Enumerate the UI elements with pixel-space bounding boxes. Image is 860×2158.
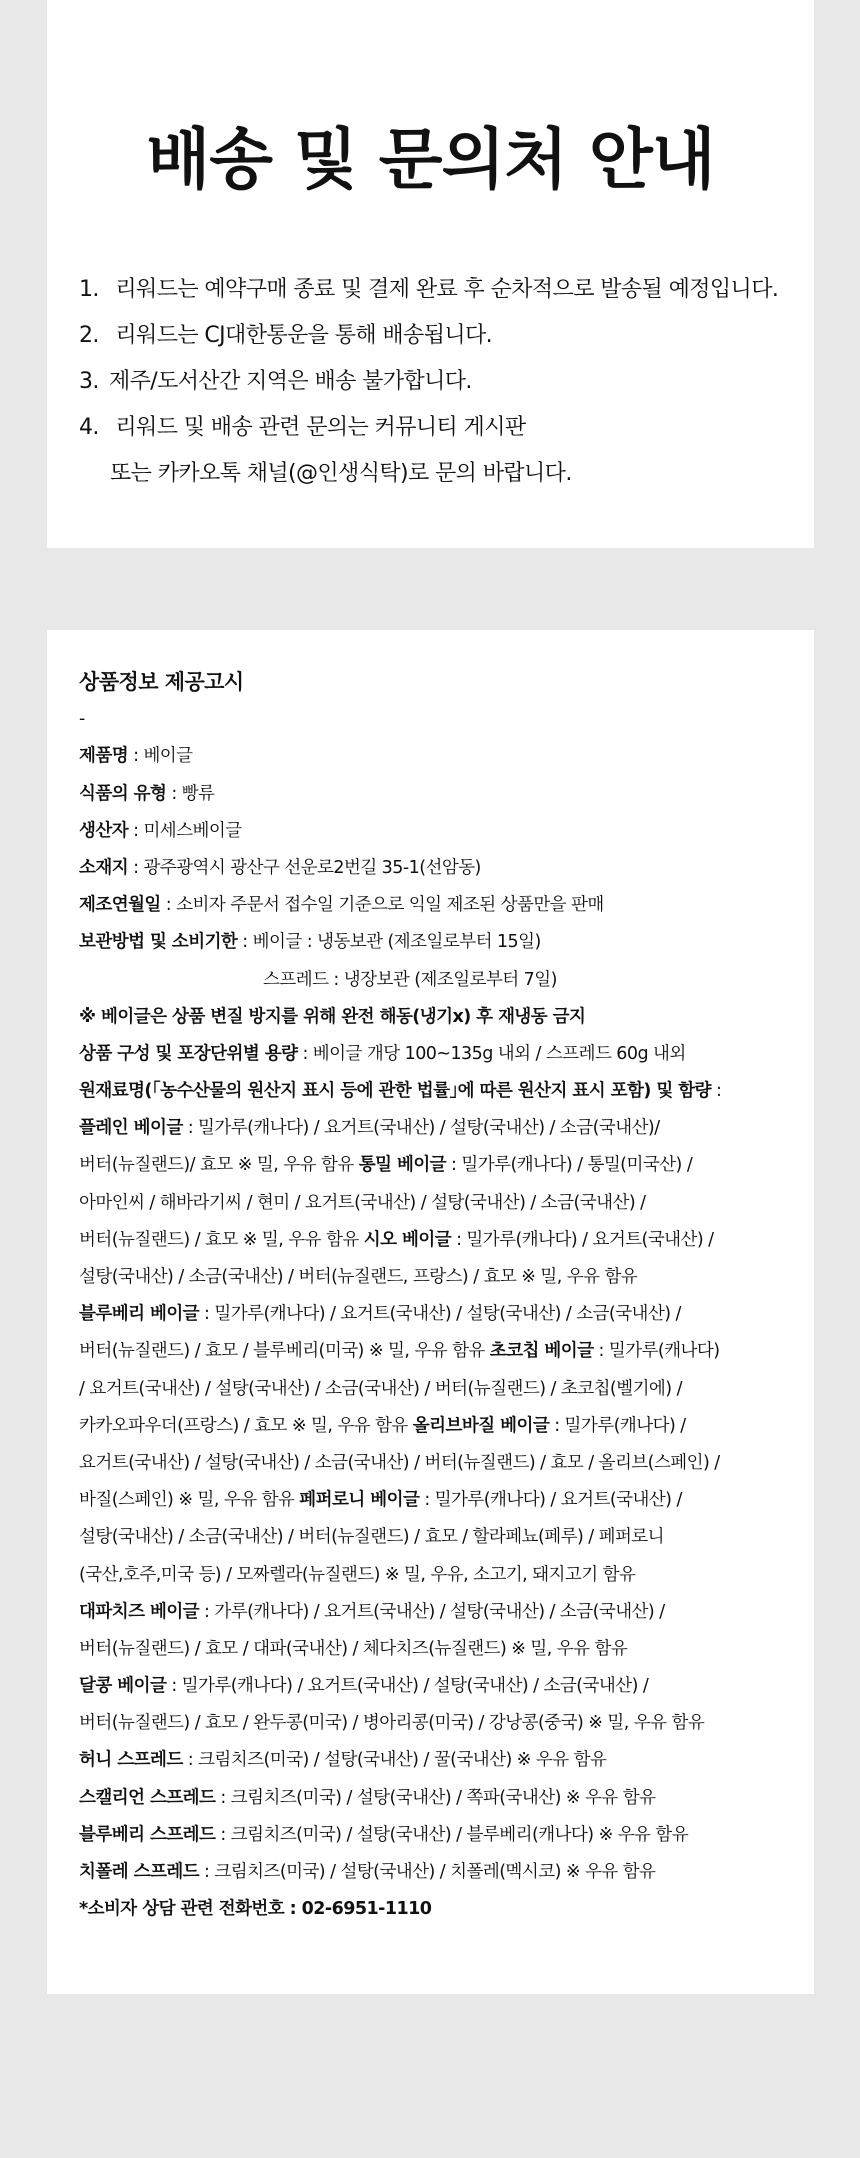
notice-number: 1.	[79, 277, 99, 302]
pepperoni-bagel-value: : 밀가루(캐나다) / 요거트(국내산) /	[419, 1490, 682, 1511]
notice-item-4-continued	[79, 451, 798, 497]
product-info-body	[79, 664, 799, 1928]
ingredients-line: 아마인씨 / 해바라기씨 / 현미 / 요거트(국내산) / 설탕(국내산) / 소금(국내산) /	[79, 1192, 646, 1213]
chipotle-spread-label: 치폴레 스프레드	[79, 1862, 200, 1882]
blueberry-spread-label: 블루베리 스프레드	[79, 1824, 216, 1845]
origin-colon: :	[710, 1081, 722, 1102]
plain-bagel-value: : 밀가루(캐나다) / 요거트(국내산) / 설탕(국내산) / 소금(국내산)/	[182, 1118, 660, 1139]
ingredients-line: (국산,호주,미국 등) / 모짜렐라(뉴질랜드) ※ 밀, 우유, 소고기, 돼지고기 함유	[79, 1564, 636, 1585]
greenonion-bagel-label: 대파치즈 베이글	[79, 1601, 200, 1622]
chocochip-bagel-value-cont: 카카오파우더(프랑스) / 효모 ※ 밀, 우유 함유	[79, 1415, 413, 1436]
ingredients-line	[79, 1742, 799, 1779]
ingredients-line	[79, 1110, 799, 1147]
notice-text: 리워드는 CJ대한통운을 통해 배송됩니다.	[115, 323, 493, 348]
notice-item-4	[79, 405, 798, 451]
scallion-spread-value: : 크림치즈(미국) / 설탕(국내산) / 쪽파(국내산) ※ 우유 함유	[215, 1787, 656, 1808]
product-name-value: : 베이글	[128, 746, 193, 767]
customer-phone-text: *소비자 상담 관련 전화번호 : 02-6951-1110	[79, 1899, 432, 1920]
scallion-spread-label: 스캘리언 스프레드	[79, 1787, 216, 1808]
producer-value: : 미세스베이글	[128, 820, 242, 841]
chocochip-bagel-value: : 밀가루(캐나다)	[593, 1341, 720, 1362]
ingredients-line	[79, 1222, 799, 1259]
blueberry-bagel-value-cont: 버터(뉴질랜드) / 효모 / 블루베리(미국) ※ 밀, 우유 함유	[79, 1341, 490, 1362]
honey-spread-value: : 크림치즈(미국) / 설탕(국내산) / 꿀(국내산) ※ 우유 함유	[182, 1750, 607, 1771]
package-row	[79, 1036, 799, 1073]
address-label: 소재지	[79, 857, 129, 878]
shipping-info-card	[47, 0, 814, 548]
notice-item-1	[79, 267, 798, 313]
ingredients-line	[79, 1817, 799, 1854]
ingredients-line	[79, 1147, 799, 1184]
blueberry-spread-value: : 크림치즈(미국) / 설탕(국내산) / 블루베리(캐나다) ※ 우유 함유	[215, 1824, 689, 1845]
ingredients-line: 설탕(국내산) / 소금(국내산) / 버터(뉴질랜드) / 효모 / 할라페뇨(페루) / 페퍼로니	[79, 1527, 665, 1548]
ingredients-line	[79, 1854, 799, 1891]
notice-item-2	[79, 313, 798, 359]
producer-label: 생산자	[79, 820, 129, 841]
notice-text: 제주/도서산간 지역은 배송 불가합니다.	[109, 369, 472, 394]
notice-item-3	[79, 359, 798, 405]
sio-bagel-label: 시오 베이글	[363, 1229, 452, 1250]
manufacture-label: 제조연월일	[79, 895, 161, 916]
storage-label: 보관방법 및 소비기한	[79, 932, 238, 953]
notice-text: 또는 카카오톡 채널(@인생식탁)로 문의 바랍니다.	[110, 461, 572, 486]
package-value: : 베이글 개당 100~135g 내외 / 스프레드 60g 내외	[297, 1043, 686, 1064]
package-label: 상품 구성 및 포장단위별 용량	[79, 1043, 298, 1064]
producer-row	[79, 813, 799, 850]
ingredients-line: 버터(뉴질랜드) / 효모 / 대파(국내산) / 체다치즈(뉴질랜드) ※ 밀, 우유 함유	[79, 1638, 628, 1659]
notice-number: 4.	[79, 415, 99, 440]
manufacture-row	[79, 887, 799, 924]
wholewheat-bagel-label: 통밀 베이글	[358, 1155, 447, 1176]
blueberry-bagel-label: 블루베리 베이글	[79, 1304, 200, 1325]
food-type-label: 식품의 유형	[79, 783, 167, 804]
food-type-row	[79, 776, 799, 813]
ingredients-line	[79, 1296, 799, 1333]
customer-phone	[79, 1891, 799, 1928]
shipping-title: 배송 및 문의처 안내	[146, 121, 715, 198]
notice-text: 리워드 및 배송 관련 문의는 커뮤니티 게시판	[115, 415, 526, 440]
storage-row	[79, 924, 799, 961]
pepperoni-bagel-label: 페퍼로니 베이글	[299, 1490, 420, 1511]
product-info-title: 상품정보 제공고시	[79, 670, 244, 694]
ingredients-line	[79, 1408, 799, 1445]
storage-value: : 베이글 : 냉동보관 (제조일로부터 15일)	[237, 932, 541, 953]
origin-row	[79, 1073, 799, 1110]
product-info-dash: -	[79, 709, 85, 730]
notice-text: 리워드는 예약구매 종료 및 결제 완료 후 순차적으로 발송될 예정입니다.	[115, 277, 779, 302]
refreeze-warning-text: ※ 베이글은 상품 변질 방지를 위해 완전 해동(냉기x) 후 재냉동 금지	[79, 1006, 586, 1027]
storage-row-spread: 스프레드 : 냉장보관 (제조일로부터 7일)	[263, 969, 557, 990]
product-name-label: 제품명	[79, 746, 129, 767]
notice-number: 2.	[79, 323, 99, 348]
bean-bagel-value: : 밀가루(캐나다) / 요거트(국내산) / 설탕(국내산) / 소금(국내산) /	[166, 1676, 649, 1697]
ingredients-line	[79, 1482, 799, 1519]
product-name-row	[79, 738, 799, 775]
notice-number: 3.	[79, 369, 99, 394]
blueberry-bagel-value: : 밀가루(캐나다) / 요거트(국내산) / 설탕(국내산) / 소금(국내산) /	[199, 1304, 681, 1325]
address-value: : 광주광역시 광산구 선운로2번길 35-1(선암동)	[128, 857, 481, 878]
olive-bagel-value-cont: 바질(스페인) ※ 밀, 우유 함유	[79, 1490, 300, 1511]
shipping-notice-list	[79, 267, 798, 497]
ingredients-line: 설탕(국내산) / 소금(국내산) / 버터(뉴질랜드, 프랑스) / 효모 ※ 밀, 우유 함유	[79, 1267, 638, 1287]
wholewheat-bagel-value-cont: 버터(뉴질랜드) / 효모 ※ 밀, 우유 함유	[79, 1229, 364, 1250]
food-type-value: : 빵류	[166, 783, 215, 804]
manufacture-value: : 소비자 주문서 접수일 기준으로 익일 제조된 상품만을 판매	[160, 895, 604, 916]
plain-bagel-value-cont: 버터(뉴질랜드)/ 효모 ※ 밀, 우유 함유	[79, 1155, 359, 1176]
ingredients-line	[79, 1594, 799, 1631]
chipotle-spread-value: : 크림치즈(미국) / 설탕(국내산) / 치폴레(멕시코) ※ 우유 함유	[199, 1862, 656, 1882]
wholewheat-bagel-value: : 밀가루(캐나다) / 통밀(미국산) /	[446, 1155, 693, 1176]
ingredients-line: 요거트(국내산) / 설탕(국내산) / 소금(국내산) / 버터(뉴질랜드) / 효모 / 올리브(스페인) /	[79, 1452, 720, 1473]
ingredients-line	[79, 1668, 799, 1705]
greenonion-bagel-value: : 가루(캐나다) / 요거트(국내산) / 설탕(국내산) / 소금(국내산) /	[199, 1601, 665, 1622]
chocochip-bagel-label: 초코칩 베이글	[489, 1341, 594, 1362]
ingredients-line	[79, 1333, 799, 1370]
olive-bagel-value: : 밀가루(캐나다) /	[549, 1415, 686, 1436]
address-row	[79, 850, 799, 887]
sio-bagel-value: : 밀가루(캐나다) / 요거트(국내산) /	[451, 1229, 714, 1250]
olive-bagel-label: 올리브바질 베이글	[412, 1415, 550, 1436]
honey-spread-label: 허니 스프레드	[79, 1750, 183, 1771]
plain-bagel-label: 플레인 베이글	[79, 1118, 183, 1139]
ingredients-line: / 요거트(국내산) / 설탕(국내산) / 소금(국내산) / 버터(뉴질랜드) / 초코칩(벨기에) /	[79, 1378, 682, 1399]
bean-bagel-label: 달콩 베이글	[79, 1676, 167, 1697]
origin-label: 원재료명(｢농수산물의 원산지 표시 등에 관한 법률｣에 따른 원산지 표시 포함) 및 함량	[79, 1081, 711, 1102]
refreeze-warning	[79, 999, 799, 1036]
ingredients-line: 버터(뉴질랜드) / 효모 / 완두콩(미국) / 병아리콩(미국) / 강낭콩(중국) ※ 밀, 우유 함유	[79, 1713, 705, 1734]
ingredients-line	[79, 1780, 799, 1817]
